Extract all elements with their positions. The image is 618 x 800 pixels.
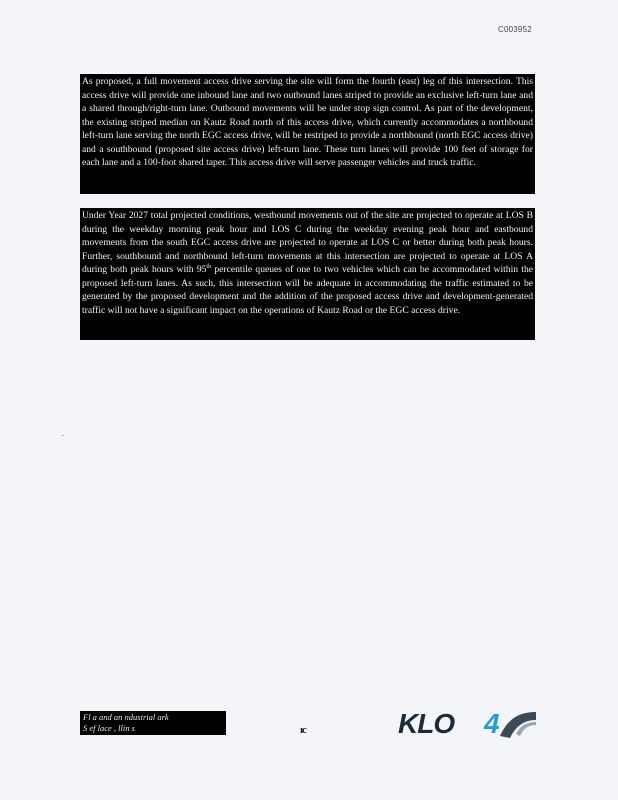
logo-text: KLO xyxy=(398,708,455,739)
footer-project-name-redacted xyxy=(80,711,226,735)
footer-line-1: Fl a and an ndustrial ark xyxy=(83,712,169,722)
redacted-paragraph-2 xyxy=(80,208,535,340)
document-id: C003952 xyxy=(498,25,532,34)
scan-speck xyxy=(62,435,63,436)
faded-bleed-through-text-2 xyxy=(80,512,535,567)
klo4-logo xyxy=(398,706,538,742)
footer-line-2: S ef lace , llin s xyxy=(83,723,135,733)
paragraph-1-text: As proposed, a full movement access drive serving the site will form the fourth (east) leg of this intersection. This access drive will provide one inbound lane and two outbound lanes striped to provide an exclusive left-turn lane and a shared through/right-turn lane. Outbound movements will be under stop sign control. As part of the development, the existing striped median on Kautz Road north of this access drive, which currently accommodates a northbound left-turn lane serving the north EGC access drive, will be restriped to provide a northbound (north EGC access drive) and a southbound (proposed site access drive) left-turn lane. These turn lanes will provide 100 feet of storage for each lane and a 100-foot shared taper. This access drive will serve passenger vehicles and truck traffic. xyxy=(82,76,533,168)
road-swoosh-icon xyxy=(494,706,538,742)
redacted-paragraph-1 xyxy=(80,74,535,194)
paragraph-2-text-b: percentile queues of one to two vehicles which can be accommodated within the proposed left-turn lanes. As such, this intersection will be adequate in accommodating the traffic estimated to be generated by the proposed development and the addition of the proposed access drive and development-generated traffic will not have a significant impact on the operations of Kautz Road or the EGC access drive. xyxy=(82,264,533,316)
logo-number: 4 xyxy=(484,708,500,739)
ordinal-superscript: th xyxy=(206,263,212,270)
paragraph-2-text-a: Under Year 2027 total projected conditions, westbound movements out of the site are projected to operate at LOS B during the weekday morning peak hour and LOS C during the weekday evening peak hour and eastbound movements from the south EGC access drive are projected to operate at LOS C or better during both peak hours. Further, southbound and northbound left-turn movements at this intersection are projected to operate at LOS A during both peak hours with 95 xyxy=(82,210,533,275)
faded-bleed-through-text-1 xyxy=(80,356,535,451)
page-number: ıc xyxy=(300,724,306,736)
